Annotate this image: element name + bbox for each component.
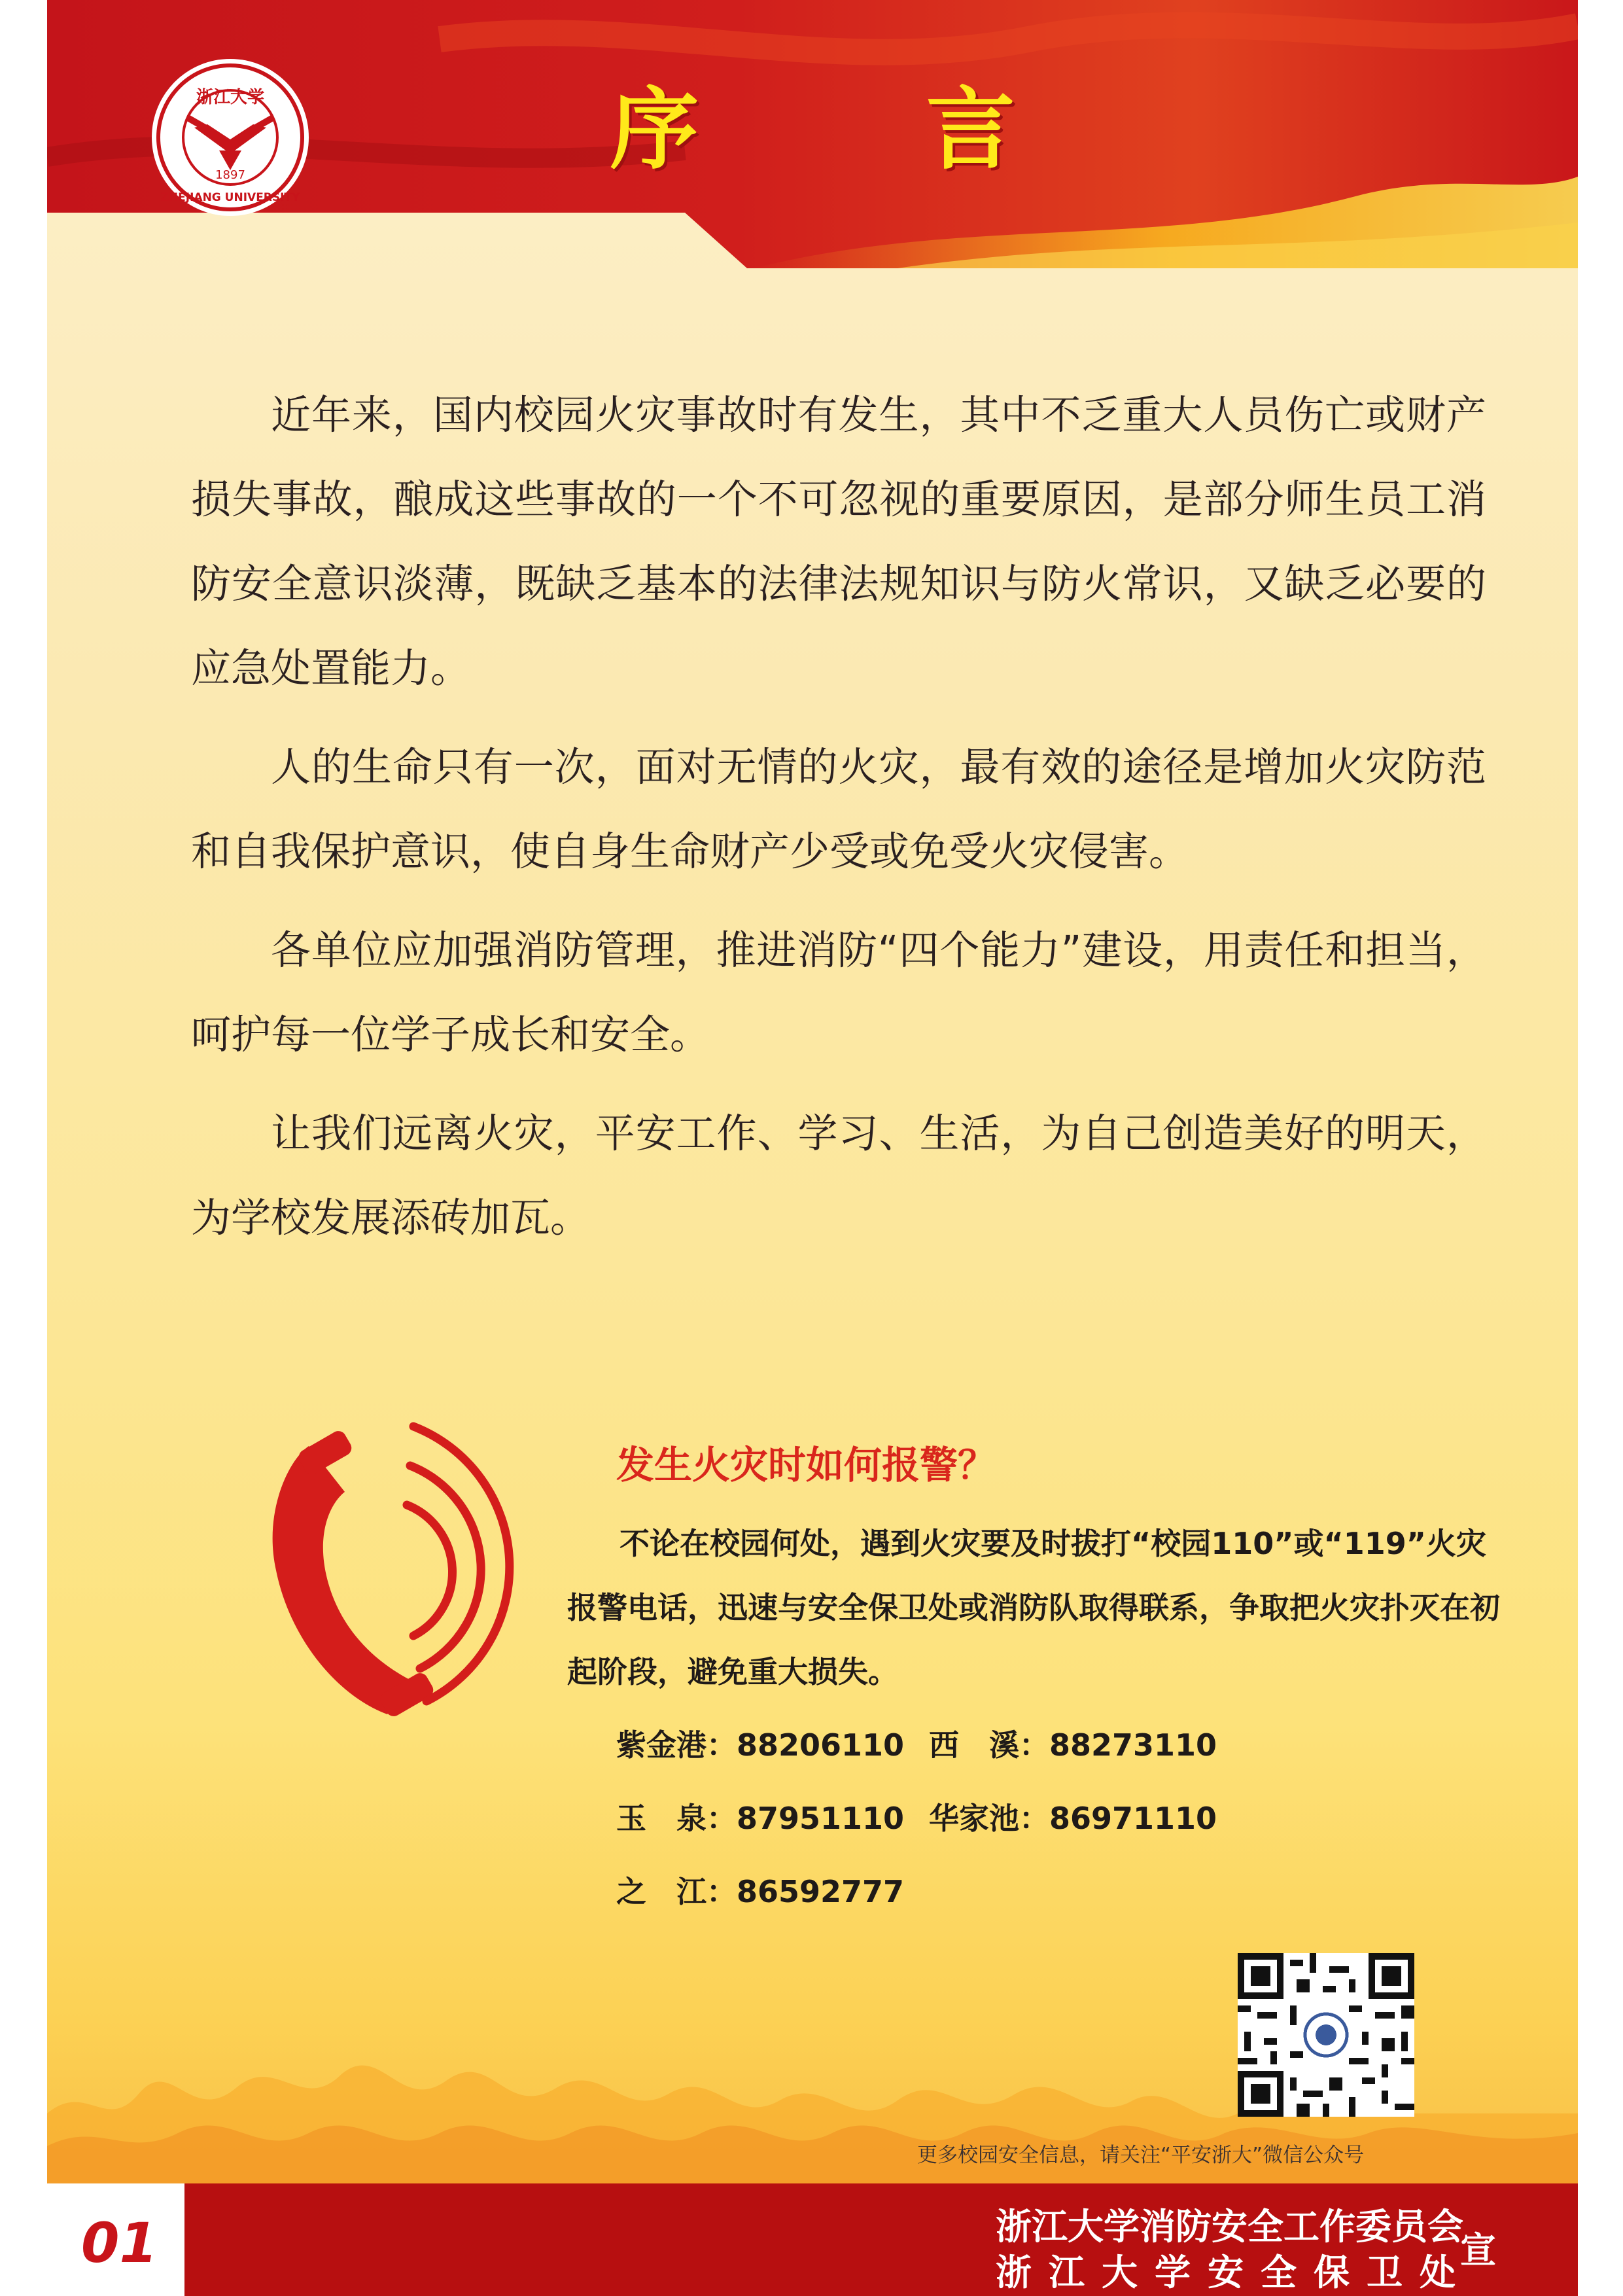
paragraph: 各单位应加强消防管理，推进消防“四个能力”建设，用责任和担当，呵护每一位学子成长和安全。 [191,927,1486,1058]
svg-text:ZHEJIANG UNIVERSITY: ZHEJIANG UNIVERSITY [160,191,300,204]
wechat-qr-code [1238,1953,1414,2117]
contact-item: 西 溪：88273110 [929,1727,1217,1763]
contact-row [616,1780,1242,1853]
svg-text:浙江大学: 浙江大学 [196,88,265,107]
contact-item: 紫金港：88206110 [616,1727,905,1763]
page-number: 01 [81,2211,158,2275]
footer-org-line2: 浙江大学安全保卫处 [996,2252,1473,2293]
contact-item: 华家池：86971110 [929,1801,1217,1836]
page [47,0,1578,2296]
preface-body [191,373,1486,1275]
svg-text:1897: 1897 [215,168,245,182]
page-title: 序 言 [610,79,1113,182]
header-banner [47,0,1578,268]
qr-caption: 更多校园安全信息，请关注“平安浙大”微信公众号 [917,2144,1365,2167]
paragraph: 让我们远离火灾，平安工作、学习、生活，为自己创造美好的明天，为学校发展添砖加瓦。 [191,1110,1486,1241]
alarm-instructions: 不论在校园何处，遇到火灾要及时拔打“校园110”或“119”火灾报警电话，迅速与安全保卫处或消防队取得联系，争取把火灾扑灭在初起阶段，避免重大损失。 [567,1526,1500,1689]
page-number-box [47,2183,184,2296]
phone-icon [263,1420,564,1727]
footer-suffix: 宣 [1460,2229,1497,2271]
contact-row [616,1853,1242,1926]
contact-row [616,1706,1242,1780]
paragraph: 近年来，国内校园火灾事故时有发生，其中不乏重大人员伤亡或财产损失事故，酿成这些事故的一个不可忽视的重要原因，是部分师生员工消防安全意识淡薄，既缺乏基本的法律法规知识与防火常识，又缺乏必要的应急处置能力。 [191,392,1486,692]
footer-bar [47,2183,1578,2296]
contact-list [616,1706,1242,1926]
footer-org-line1: 浙江大学消防安全工作委员会 [996,2206,1464,2248]
paragraph: 人的生命只有一次，面对无情的火灾，最有效的途径是增加火灾防范和自我保护意识，使自身生命财产少受或免受火灾侵害。 [191,744,1486,875]
alarm-question: 发生火灾时如何报警？ [616,1443,996,1487]
contact-item: 之 江：86592777 [616,1874,905,1909]
contact-item: 玉 泉：87951110 [616,1801,905,1836]
